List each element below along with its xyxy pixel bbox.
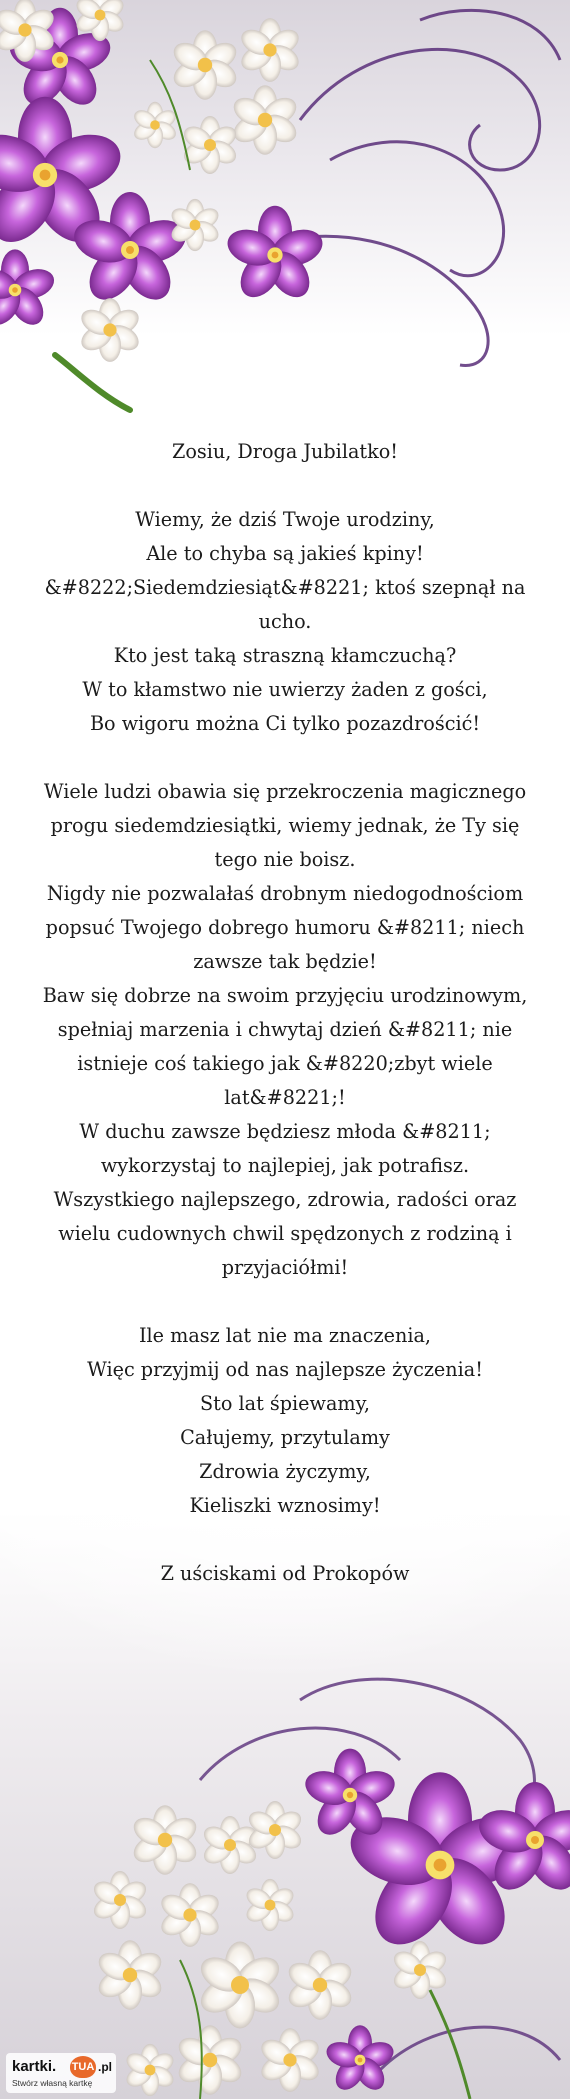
- poem-line: Kieliszki wznosimy!: [189, 1494, 381, 1517]
- poem-line: Bo wigoru można Ci tylko pozazdrościć!: [89, 712, 481, 735]
- prose-paragraph: Nigdy nie pozwalałaś drobnym niedogodnościom popsuć Twojego dobrego humoru &#8211; niech zawsze tak będzie!: [45, 882, 525, 973]
- poem-line: &#8222;Siedemdziesiąt&#8221; ktoś szepnął na ucho.: [44, 576, 526, 633]
- poem-line: Wiemy, że dziś Twoje urodziny,: [135, 508, 435, 531]
- greeting-line: Zosiu, Droga Jubilatko!: [172, 440, 398, 463]
- prose-paragraph: Baw się dobrze na swoim przyjęciu urodzinowym, spełniaj marzenia i chwytaj dzień &#8211; nie istnieje coś takiego jak &#8220;zbyt wiele lat&#8221;!: [42, 984, 528, 1109]
- poem-line: W to kłamstwo nie uwierzy żaden z gości,: [82, 678, 488, 701]
- prose-paragraph: Wszystkiego najlepszego, zdrowia, radości oraz wielu cudownych chwil spędzonych z rodziną i przyjaciółmi!: [53, 1188, 517, 1279]
- purple-flower-cluster-bottom: [301, 1749, 570, 2096]
- logo-badge-icon: TUA: [70, 2056, 96, 2078]
- logo-name: kartki.: [12, 2058, 57, 2075]
- card-message: [28, 435, 542, 1591]
- signature: Z uściskami od Prokopów: [160, 1562, 410, 1585]
- kartki-logo[interactable]: [6, 2053, 116, 2093]
- logo-tld: .pl: [98, 2060, 112, 2074]
- poem-line: Całujemy, przytulamy: [180, 1426, 390, 1449]
- poem-line: Sto lat śpiewamy,: [200, 1392, 370, 1415]
- poem-line: Ile masz lat nie ma znaczenia,: [138, 1324, 432, 1347]
- logo-tagline: Stwórz własną kartkę: [12, 2078, 93, 2088]
- prose-paragraph: Wiele ludzi obawia się przekroczenia magicznego progu siedemdziesiątki, wiemy jednak, że Ty się tego nie boisz.: [43, 780, 527, 871]
- poem-line: Kto jest taką straszną kłamczuchą?: [113, 644, 457, 667]
- poem-line: Więc przyjmij od nas najlepsze życzenia!: [87, 1358, 483, 1381]
- poem-line: Ale to chyba są jakieś kpiny!: [146, 542, 424, 565]
- prose-paragraph: W duchu zawsze będziesz młoda &#8211; wykorzystaj to najlepiej, jak potrafisz.: [79, 1120, 491, 1177]
- poem-line: Zdrowia życzymy,: [199, 1460, 371, 1483]
